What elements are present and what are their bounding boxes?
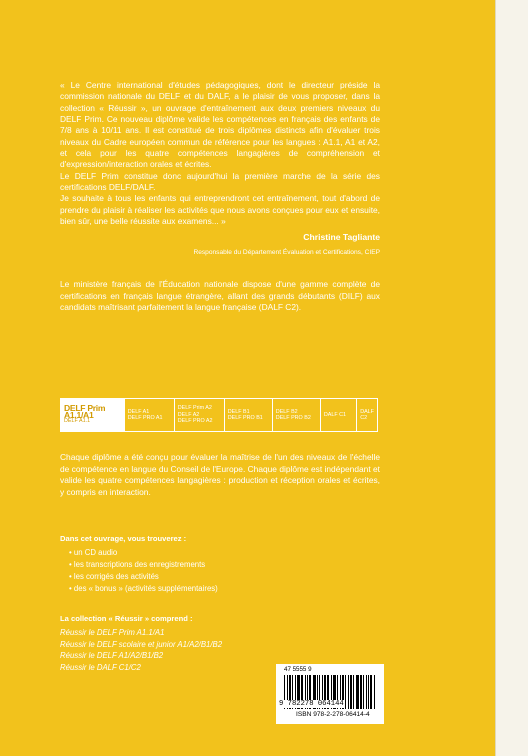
barcode-bar [366,675,367,709]
level-label: DELF Prim A1.1/A1 [64,403,106,420]
barcode-label [276,664,384,724]
list-item: Réussir le DELF Prim A1.1/A1 [60,628,165,637]
barcode-bar [370,675,372,709]
level-cell-b2 [273,399,321,431]
list-item: • des « bonus » (activités supplémentaires) [69,584,218,593]
level-cell-a1 [125,399,175,431]
signature-name: Christine Tagliante [303,232,380,243]
level-label: DELF PRO A1 [127,415,163,421]
level-label: DELF PRO B2 [275,415,311,421]
contents-list [60,547,218,595]
level-label: DELF PRO B1 [227,415,263,421]
barcode-bar [374,675,375,709]
director-quote [60,80,380,227]
level-label: DELF A1 [127,408,150,415]
level-cell-c2 [357,399,377,431]
list-item: Réussir le DELF A1/A2/B1/B2 [60,651,164,660]
list-item: • les transcriptions des enregistrements [69,560,206,569]
isbn-number: ISBN 978-2-278-06414-4 [296,711,370,718]
ministry-paragraph: Le ministère français de l'Éducation nationale dispose d'une gamme complète de certifications en français langue étrangère, allant des grands débutants (DILF) aux candidats maîtrisant parfaitement la langue française (DALF C2). [60,279,380,312]
level-label: DALF C1 [323,411,347,418]
barcode-bar [353,675,354,709]
barcode-bar [348,675,349,709]
list-item: • les corrigés des activités [69,572,159,581]
list-item: • un CD audio [69,548,118,557]
barcode-bar [363,675,364,709]
level-label: DELF PRO A2 [177,418,213,425]
collection-list [60,627,222,673]
level-label: DELF A2 [177,411,200,418]
signature-role: Responsable du Département Évaluation et Certifications, CIEP [193,249,380,257]
level-label: DELF A1.1 [64,418,91,425]
level-label: DELF B1 [227,408,250,415]
level-label: DELF Prim A2 [177,405,212,412]
certification-levels-table [60,398,378,432]
level-cell-a2 [175,399,225,431]
collection-title: La collection « Réussir » comprend : [60,614,193,623]
barcode-bar [350,675,352,709]
diploma-paragraph: Chaque diplôme a été conçu pour évaluer la maîtrise de l'un des niveaux de l'échelle de compétence en langue du Conseil de l'Europe. Chaque diplôme est indépendant et valide les quatre compétences langagières : production et réception orales et écrites, y compris en interaction. [60,452,380,497]
quote-paragraph-1: « Le Centre international d'études pédagogiques, dont le directeur préside la commission nationale du DELF et du DALF, a le plaisir de vous proposer, dans la collection « Réussir », un ouvrage d'entraînement aux deux premiers niveaux du DELF Prim. Ce nouveau diplôme valide les compétences en français des enfants de 7/8 ans à 10/11 ans. Il est constitué de trois diplômes distincts afin d'évaluer trois niveaux du Cadre européen commun de référence pour les langues : A1.1, A1 et A2, et cela pour les quatre compétences langagières de compréhension et d'expression/interaction orales et écrites. [60,80,380,170]
list-item: Réussir le DALF C1/C2 [60,662,141,672]
barcode-digits: 9 782278 064144 [279,700,344,708]
level-cell-c1 [321,399,357,431]
list-item: Réussir le DELF scolaire et junior A1/A2/B1/B2 [60,639,223,649]
barcode-bar [345,675,346,709]
barcode-bar [356,675,359,709]
quote-paragraph-3: Je souhaite à tous les enfants qui entreprendront cet entraînement, tout d'abord de prendre du plaisir à réaliser les activités que nous avons conçues pour eux et ensuite, bien sûr, une belle réussite aux examens... » [60,193,380,227]
quote-paragraph-2: Le DELF Prim constitue donc aujourd'hui la première marche de la série des certifications DELF/DALF. [60,170,380,193]
barcode-bar [368,675,369,709]
level-label: DELF B2 [275,408,298,415]
product-reference: 47 5555 9 [284,666,312,673]
level-label: DALF C2 [360,408,374,421]
level-cell-b1 [225,399,273,431]
contents-title: Dans cet ouvrage, vous trouverez : [60,534,187,543]
right-edge-stripe [495,0,528,756]
barcode-bar [360,675,362,709]
level-cell-prim [61,399,125,431]
back-cover-text [60,80,380,313]
